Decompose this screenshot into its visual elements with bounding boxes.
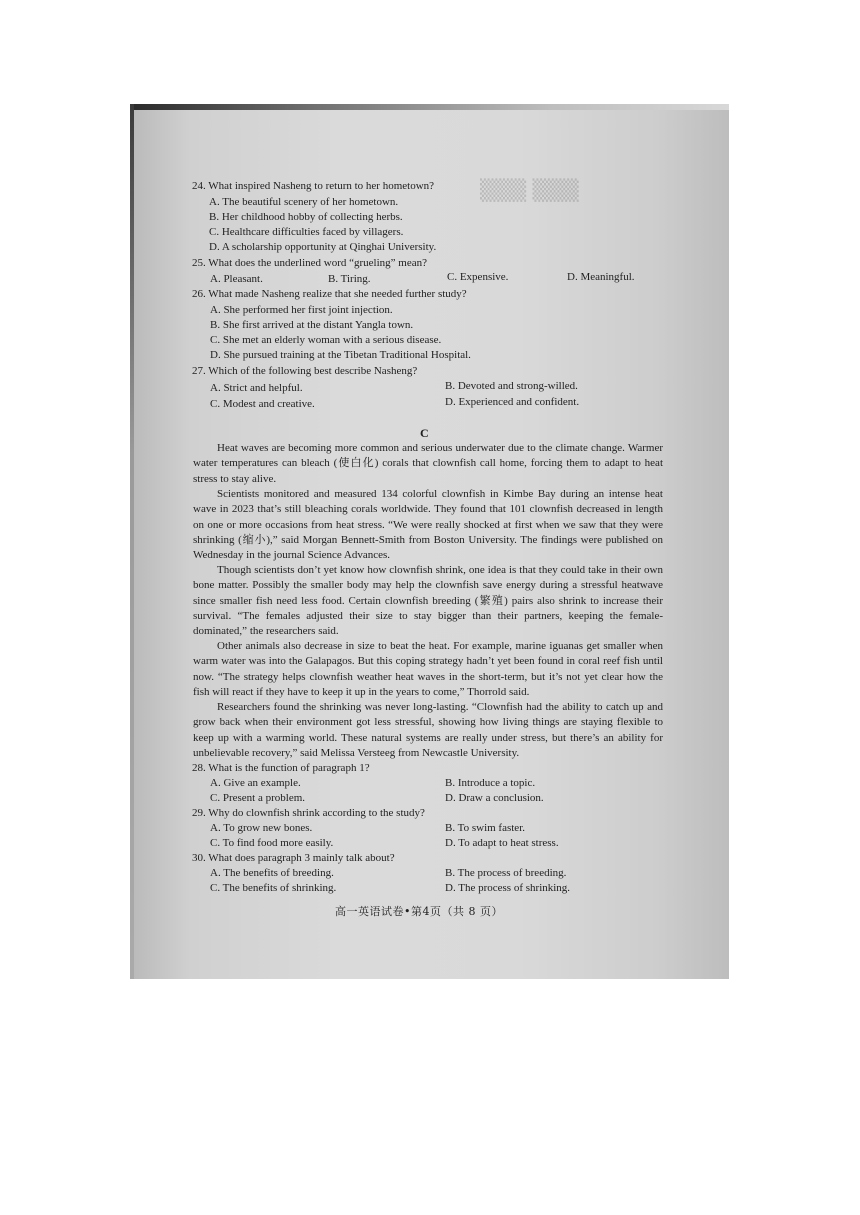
section-label: C — [420, 426, 429, 440]
q26-option-b: B. She first arrived at the distant Yangla town. — [210, 319, 414, 331]
q26-option-c: C. She met an elderly woman with a serious disease. — [210, 334, 442, 346]
q28-option-a: A. Give an example. — [210, 777, 301, 789]
question-28-stem: 28. What is the function of paragraph 1? — [192, 762, 370, 774]
question-25-stem: 25. What does the underlined word “grueling” mean? — [192, 257, 427, 269]
passage-paragraph-4: Other animals also decrease in size to beat the heat. For example, marine iguanas get smaller when warm water was into the Galapagos. But this coping strategy hadn’t yet been found in coral reef fish until now. “The strategy helps clownfish weather heat waves in the short-term, but it’s not yet clear how the fish will react if they have to keep it up in the years to come,” Thorrold said. — [193, 640, 663, 698]
q25-option-c: C. Expensive. — [447, 271, 509, 283]
q26-option-d: D. She pursued training at the Tibetan Traditional Hospital. — [210, 349, 471, 361]
q27-option-c: C. Modest and creative. — [210, 398, 315, 410]
q24-option-b: B. Her childhood hobby of collecting herbs. — [209, 211, 403, 223]
question-26-stem: 26. What made Nasheng realize that she needed further study? — [192, 288, 467, 300]
q28-option-b: B. Introduce a topic. — [445, 777, 536, 789]
q27-option-a: A. Strict and helpful. — [210, 382, 303, 394]
q24-option-c: C. Healthcare difficulties faced by villagers. — [209, 226, 404, 238]
question-27-stem: 27. Which of the following best describe Nasheng? — [192, 365, 418, 377]
passage-paragraph-2: Scientists monitored and measured 134 colorful clownfish in Kimbe Bay during an intense heat wave in 2023 that’s still bleaching corals worldwide. They found that 101 clownfish decreased in length on one or more occasions from heat stress. “We were really shocked at first when we saw that they were shrinking (缩小),” said Morgan Bennett-Smith from Boston University. The findings were published on Wednesday in the journal Science Advances. — [193, 488, 663, 562]
q29-option-c: C. To find food more easily. — [210, 837, 334, 849]
bleed-through-text: ▒▒▒ ▒▒▒ — [480, 178, 579, 202]
question-29-stem: 29. Why do clownfish shrink according to the study? — [192, 807, 425, 819]
q24-option-d: D. A scholarship opportunity at Qinghai University. — [209, 241, 437, 253]
q27-option-d: D. Experienced and confident. — [445, 396, 580, 408]
q26-option-a: A. She performed her first joint injection. — [210, 304, 393, 316]
q28-option-d: D. Draw a conclusion. — [445, 792, 544, 804]
q25-option-b: B. Tiring. — [328, 273, 371, 285]
q30-option-b: B. The process of breeding. — [445, 867, 567, 879]
q29-option-b: B. To swim faster. — [445, 822, 525, 834]
q27-option-b: B. Devoted and strong-willed. — [445, 380, 578, 392]
passage-paragraph-3: Though scientists don’t yet know how clownfish shrink, one idea is that they could take in their own bone matter. Possibly the smaller body may help the clownfish save energy during a stressful heatwave since smaller fish need less food. Certain clownfish breeding (繁殖) pairs also shrink to increase their survival. “The females adjusted their size to stay bigger than their partners, keeping the female-dominated,” the researchers said. — [193, 564, 663, 638]
question-24-stem: 24. What inspired Nasheng to return to her hometown? — [192, 180, 435, 192]
q29-option-d: D. To adapt to heat stress. — [445, 837, 559, 849]
q29-option-a: A. To grow new bones. — [210, 822, 313, 834]
q25-option-a: A. Pleasant. — [210, 273, 263, 285]
q28-option-c: C. Present a problem. — [210, 792, 306, 804]
q25-option-d: D. Meaningful. — [567, 271, 635, 283]
question-30-stem: 30. What does paragraph 3 mainly talk about? — [192, 852, 395, 864]
page-footer: 高一英语试卷•第4页（共 8 页） — [335, 905, 503, 918]
q30-option-c: C. The benefits of shrinking. — [210, 882, 337, 894]
passage-paragraph-5: Researchers found the shrinking was never long-lasting. “Clownfish had the ability to catch up and grow back when their environment got less stressful, showing how living things are staying flexible to keep up with a warming world. These natural systems are really under stress, but there’s an ability for unbelievable recovery,” said Melissa Versteeg from Newcastle University. — [193, 701, 663, 759]
q30-option-a: A. The benefits of breeding. — [210, 867, 334, 879]
q30-option-d: D. The process of shrinking. — [445, 882, 571, 894]
passage-paragraph-1: Heat waves are becoming more common and serious underwater due to the climate change. Warmer water temperatures can bleach (使白化) corals that clownfish call home, forcing them to adapt to heat stress to stay alive. — [193, 442, 663, 485]
q24-option-a: A. The beautiful scenery of her hometown. — [209, 196, 399, 208]
